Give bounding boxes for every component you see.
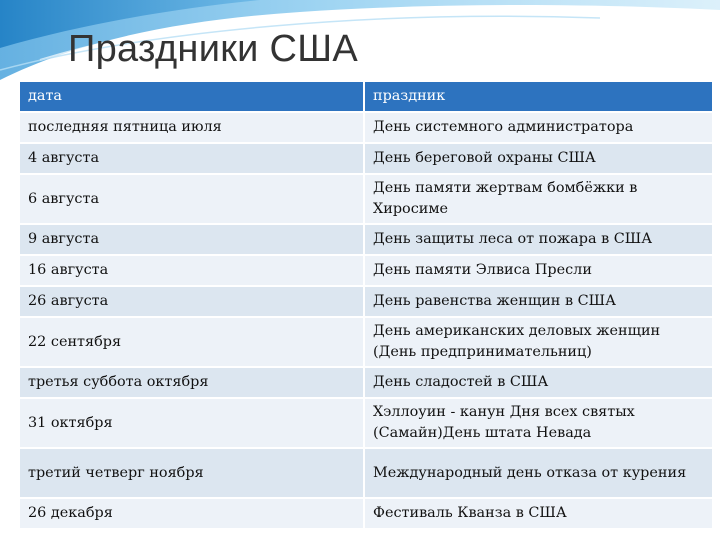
cell-holiday: День равенства женщин в США (364, 286, 712, 317)
table-row (20, 398, 712, 448)
cell-holiday: День сладостей в США (364, 367, 712, 398)
cell-date: 31 октября (20, 398, 364, 448)
table-header-row (20, 82, 712, 112)
table-row (20, 367, 712, 398)
cell-holiday: День памяти Элвиса Пресли (364, 255, 712, 286)
table-row (20, 286, 712, 317)
cell-holiday: День береговой охраны США (364, 143, 712, 174)
table-row (20, 255, 712, 286)
table-row (20, 498, 712, 529)
cell-date: 26 декабря (20, 498, 364, 529)
cell-holiday: День американских деловых женщин (День предпринимательниц) (364, 317, 712, 367)
table-row (20, 448, 712, 498)
table-row (20, 224, 712, 255)
holidays-table (20, 82, 712, 530)
table-row (20, 143, 712, 174)
header-date: дата (20, 82, 364, 112)
cell-holiday: Хэллоуин - канун Дня всех святых (Самайн)День штата Невада (364, 398, 712, 448)
table-row (20, 174, 712, 224)
cell-holiday: Международный день отказа от курения (364, 448, 712, 498)
cell-holiday: День защиты леса от пожара в США (364, 224, 712, 255)
header-holiday: праздник (364, 82, 712, 112)
cell-holiday: День системного администратора (364, 112, 712, 143)
cell-date: 22 сентября (20, 317, 364, 367)
cell-date: 4 августа (20, 143, 364, 174)
cell-date: 6 августа (20, 174, 364, 224)
table-row (20, 317, 712, 367)
cell-holiday: Фестиваль Кванза в США (364, 498, 712, 529)
cell-date: 16 августа (20, 255, 364, 286)
cell-date: 9 августа (20, 224, 364, 255)
cell-date: 26 августа (20, 286, 364, 317)
cell-date: третий четверг ноября (20, 448, 364, 498)
cell-holiday: День памяти жертвам бомбёжки в Хиросиме (364, 174, 712, 224)
cell-date: третья суббота октября (20, 367, 364, 398)
cell-date: последняя пятница июля (20, 112, 364, 143)
page-title: Праздники США (68, 28, 359, 70)
table-row (20, 112, 712, 143)
